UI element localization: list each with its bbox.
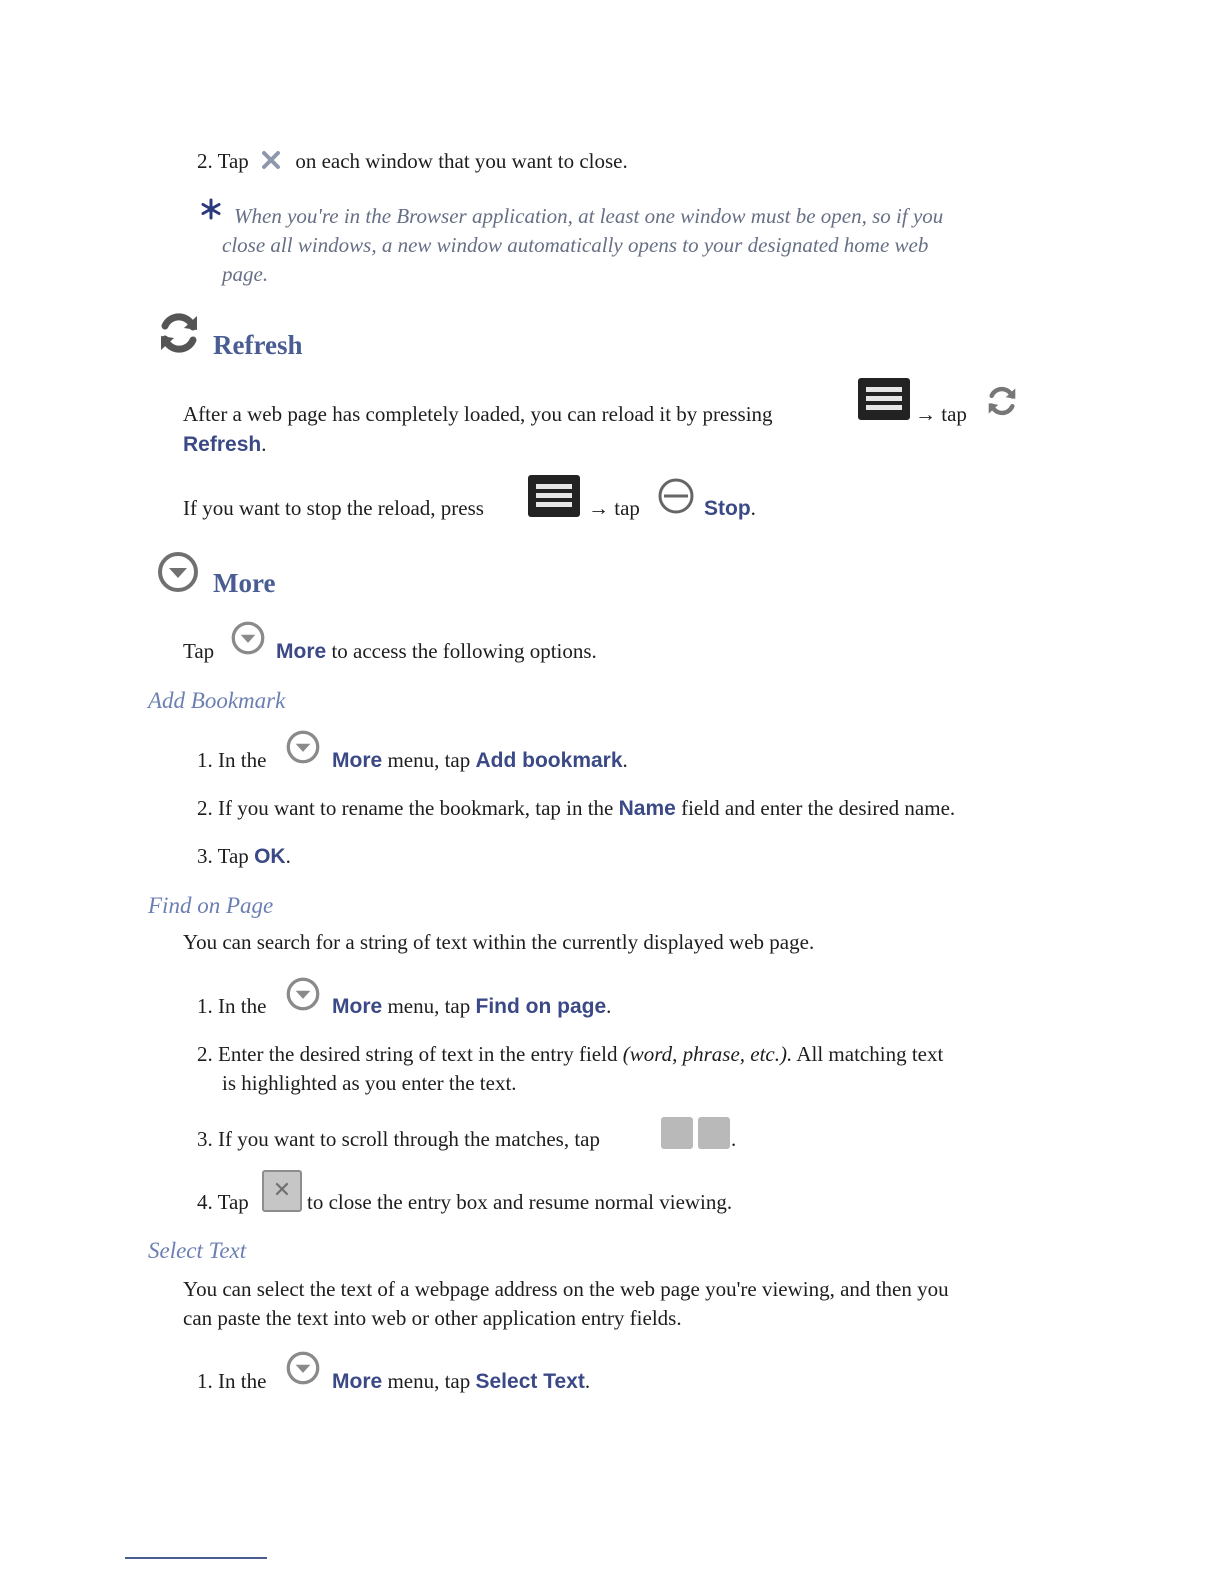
find-step-3: 3. If you want to scroll through the matches, tap — [197, 1127, 600, 1151]
add-bookmark-step-3: 3. Tap OK. — [197, 844, 291, 868]
find-step-1-rest: More menu, tap Find on page. — [332, 994, 612, 1018]
menu-key-icon — [528, 475, 580, 517]
footnote-divider — [125, 1557, 267, 1559]
find-step-4: 4. Tap — [197, 1190, 249, 1214]
find-step-1: 1. In the — [197, 994, 267, 1018]
note-line-2: close all windows, a new window automatically opens to your designated home web — [222, 233, 929, 257]
close-x-icon — [260, 149, 282, 178]
close-entry-box-icon: ✕ — [262, 1170, 302, 1212]
more-icon — [285, 729, 321, 770]
add-bookmark-step-2: 2. If you want to rename the bookmark, tap in the Name field and enter the desired name. — [197, 796, 956, 820]
note-line-1: When you're in the Browser application, at least one window must be open, so if you — [234, 204, 944, 228]
stop-label: Stop. — [704, 496, 756, 520]
select-text-step-1: 1. In the — [197, 1369, 267, 1393]
find-on-page-subhead: Find on Page — [148, 893, 274, 918]
refresh-icon — [985, 384, 1019, 423]
find-step-3-end: . — [731, 1127, 737, 1151]
more-icon — [230, 620, 266, 661]
more-intro-rest: More to access the following options. — [276, 639, 597, 663]
refresh-tap-arrow: → tap — [915, 402, 967, 426]
find-on-page-intro: You can search for a string of text within the currently displayed web page. — [183, 930, 815, 954]
select-text-step-1-rest: More menu, tap Select Text. — [332, 1369, 591, 1393]
step-close-windows: 2. Tap on each window that you want to close. — [197, 148, 628, 178]
stop-icon — [657, 477, 695, 520]
more-icon — [285, 976, 321, 1017]
add-bookmark-step-1: 1. In the — [197, 748, 267, 772]
more-icon — [156, 550, 200, 599]
add-bookmark-subhead: Add Bookmark — [148, 688, 286, 713]
menu-key-icon — [858, 378, 910, 420]
note-line-3: page. — [222, 262, 269, 286]
refresh-heading: Refresh — [213, 330, 303, 360]
stop-tap-arrow: → tap — [588, 496, 640, 520]
previous-match-icon — [661, 1117, 693, 1149]
more-heading: More — [213, 568, 276, 598]
more-icon — [285, 1350, 321, 1391]
refresh-paragraph-1: After a web page has completely loaded, you can reload it by pressing — [183, 402, 773, 426]
select-text-paragraph-1: You can select the text of a webpage address on the web page you're viewing, and then you — [183, 1277, 949, 1301]
refresh-paragraph-2: If you want to stop the reload, press — [183, 496, 484, 520]
asterisk-note-icon — [200, 198, 222, 225]
find-step-2-cont: is highlighted as you enter the text. — [222, 1071, 517, 1095]
add-bookmark-step-1-rest: More menu, tap Add bookmark. — [332, 748, 628, 772]
find-step-2: 2. Enter the desired string of text in the entry field (word, phrase, etc.). All matching text — [197, 1042, 944, 1066]
select-text-paragraph-2: can paste the text into web or other application entry fields. — [183, 1306, 682, 1330]
next-match-icon — [698, 1117, 730, 1149]
more-intro: Tap — [183, 639, 215, 663]
find-step-4-rest: to close the entry box and resume normal viewing. — [307, 1190, 733, 1214]
select-text-subhead: Select Text — [148, 1238, 247, 1263]
refresh-icon — [156, 310, 202, 361]
refresh-paragraph-1-end: Refresh. — [183, 432, 267, 456]
